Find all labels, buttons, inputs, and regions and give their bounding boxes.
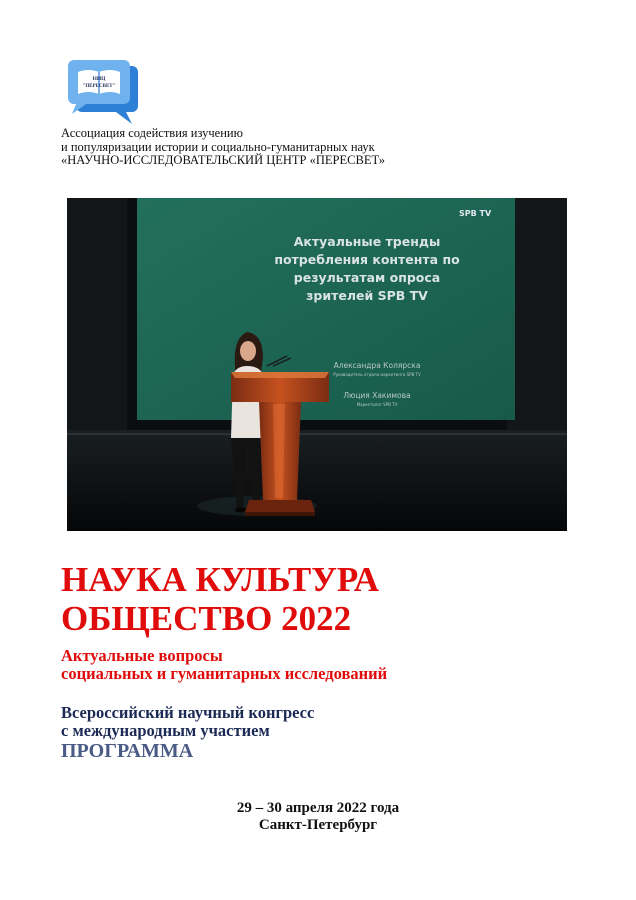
screen-title-3: результатам опроса <box>293 270 441 285</box>
program-label: ПРОГРАММА <box>61 740 194 762</box>
association-line-3: «НАУЧНО-ИССЛЕДОВАТЕЛЬСКИЙ ЦЕНТР «ПЕРЕСВЕТ» <box>61 153 386 167</box>
logo-text-2: "ПЕРЕСВЕТ" <box>82 84 116 89</box>
speaker-2-name: Люция Хакимова <box>343 391 411 400</box>
event-info <box>0 800 636 834</box>
screen-brand: SPB TV <box>459 209 492 218</box>
congress-subtitle <box>61 647 387 683</box>
event-city: Санкт-Петербург <box>258 817 378 833</box>
screen-title-1: Актуальные тренды <box>293 234 441 249</box>
subtitle-line-1: Актуальные вопросы <box>61 646 223 665</box>
logo-book-icon <box>66 58 142 128</box>
event-dates: 29 – 30 апреля 2022 года <box>236 800 400 816</box>
conference-photo <box>67 198 567 531</box>
speaker-1-name: Александра Колярска <box>333 361 421 370</box>
logo-text-1: НИЦ <box>92 76 106 82</box>
congress-line-1: Всероссийский научный конгресс <box>61 703 315 722</box>
congress-description <box>61 704 314 740</box>
speaker-2-role: Маркетолог SPB TV <box>356 402 398 407</box>
subtitle-line-2: социальных и гуманитарных исследований <box>61 664 388 683</box>
title-line-1: НАУКА КУЛЬТУРА <box>61 560 380 599</box>
screen-title-4: зрителей SPB TV <box>306 288 428 303</box>
congress-title <box>61 560 379 638</box>
speaker-1-role: Руководитель отдела маркетинга SPB TV <box>333 372 421 377</box>
title-line-2: ОБЩЕСТВО 2022 <box>61 599 352 638</box>
association-line-2: и популяризации истории и социально-гуманитарных наук <box>61 139 375 154</box>
congress-line-2: с международным участием <box>61 721 270 740</box>
association-block <box>61 127 385 168</box>
association-line-1: Ассоциация содействия изучению <box>61 126 243 140</box>
screen-title-2: потребления контента по <box>274 252 460 267</box>
logo <box>66 58 142 128</box>
